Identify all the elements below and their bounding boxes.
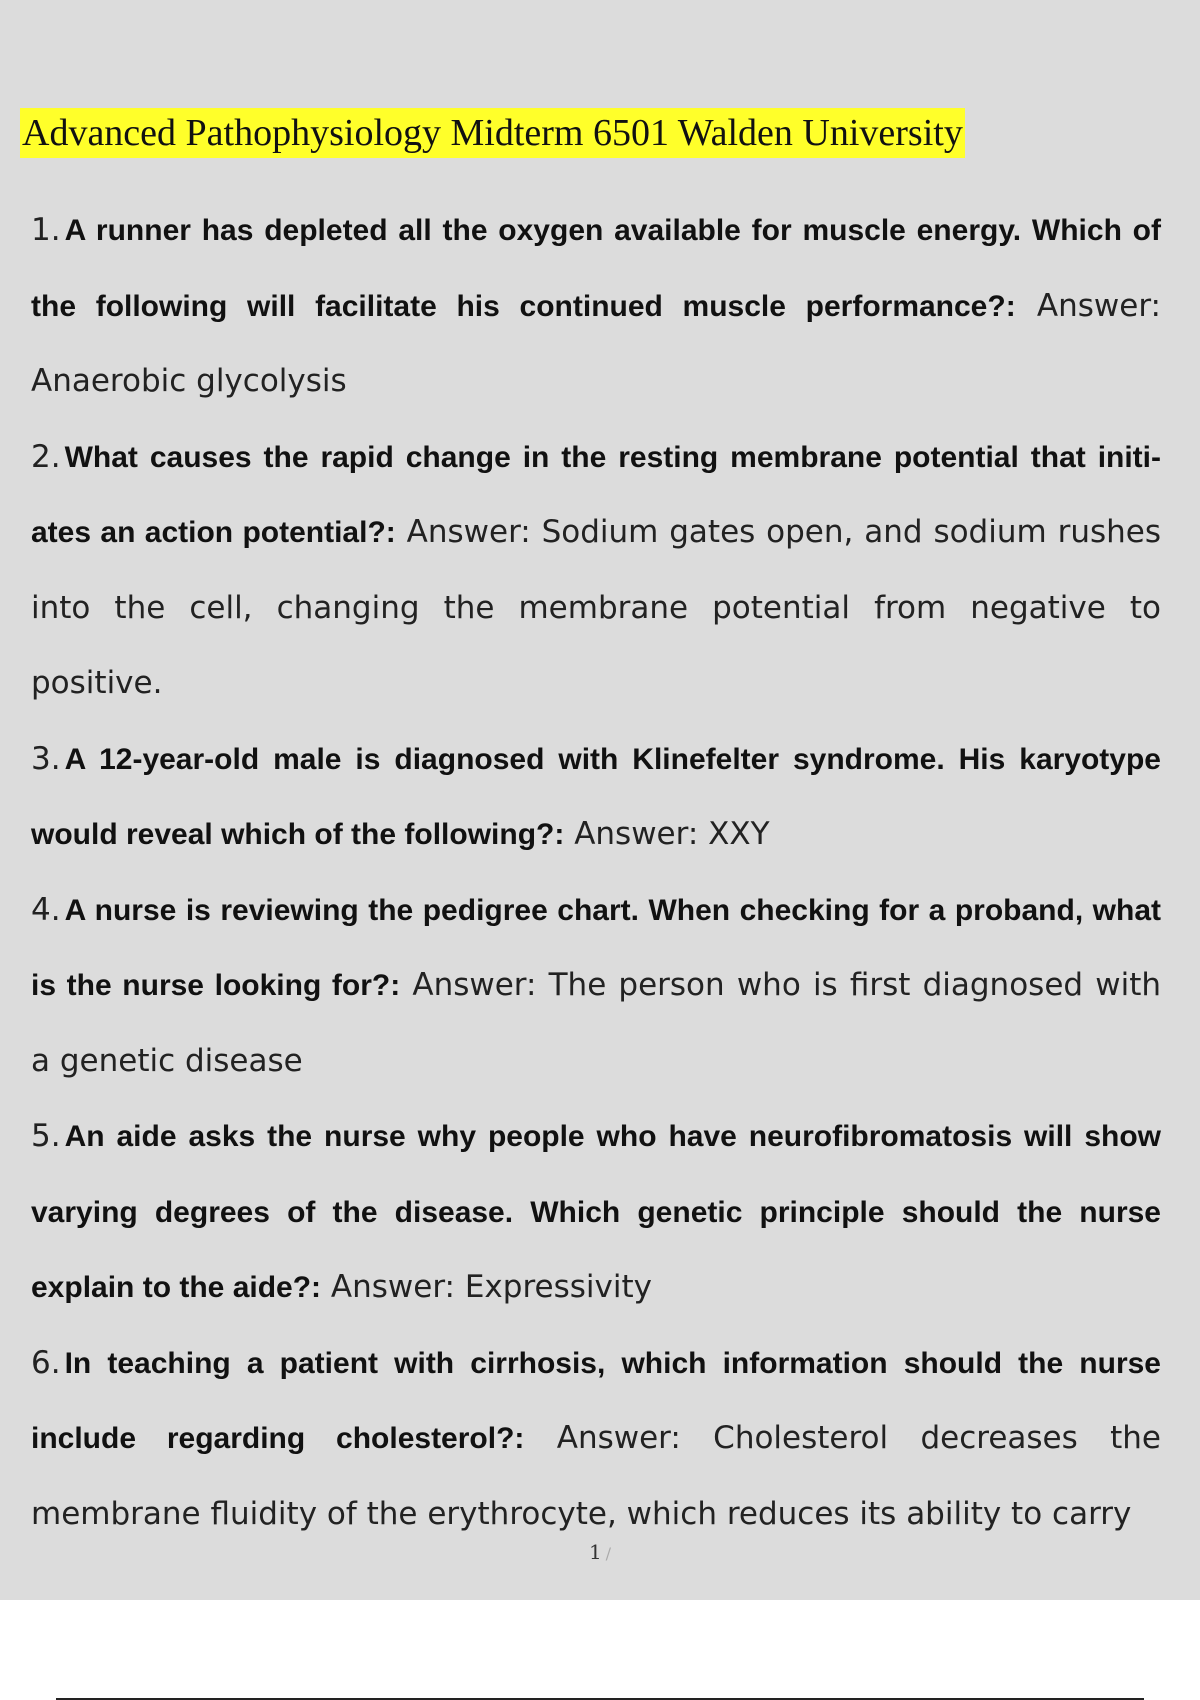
page-number xyxy=(0,1540,1200,1564)
question-text: A runner has depleted all the oxygen available for muscle energy. Which of the following will facilitate his continued muscle performance?: xyxy=(31,214,1161,323)
item-number: 3. xyxy=(31,740,61,777)
answer-text: Answer: Expressivity xyxy=(330,1269,652,1305)
answer-text: Answer: Anaerobic glycolysis xyxy=(31,287,1161,399)
item-number: 1. xyxy=(31,212,61,248)
question-text: An aide asks the nurse why people who have neurofibromatosis will show varying degrees of the disease. Which genetic principle should the nurse explain to the aide?: xyxy=(31,1120,1161,1304)
page-number-separator: / xyxy=(605,1544,612,1563)
question-list xyxy=(31,193,1161,1552)
answer-text: Answer: Cholesterol decreases the membrane fluidity of the erythrocyte, which reduces its ability to carry xyxy=(31,1420,1162,1532)
item-number: 4. xyxy=(31,891,61,928)
question-text: A 12-year-old male is diagnosed with Klinefelter syndrome. His karyotype would reveal which of the following?: xyxy=(31,742,1161,851)
answer-text: Answer: XXY xyxy=(574,816,770,852)
item-number: 6. xyxy=(31,1344,61,1381)
document-title: Advanced Pathophysiology Midterm 6501 Walden University xyxy=(20,108,965,158)
list-item xyxy=(31,420,1161,722)
question-text: A nurse is reviewing the pedigree chart. When checking for a proband, what is the nurse looking for?: xyxy=(31,893,1161,1002)
list-item xyxy=(31,1099,1161,1326)
answer-text: Answer: Sodium gates open, and sodium rushes into the cell, changing the membrane potential from negative to positive. xyxy=(31,514,1161,701)
list-item xyxy=(31,873,1161,1100)
list-item xyxy=(31,1326,1161,1553)
answer-text: Answer: The person who is first diagnosed with a genetic disease xyxy=(31,967,1161,1079)
question-text: In teaching a patient with cirrhosis, which information should the nurse include regarding cholesterol?: xyxy=(31,1346,1161,1455)
list-item xyxy=(31,722,1161,873)
item-number: 2. xyxy=(31,438,61,475)
item-number: 5. xyxy=(31,1118,61,1154)
question-text: What causes the rapid change in the resting membrane potential that initi- ates an action potential?: xyxy=(31,440,1161,549)
list-item xyxy=(31,193,1161,420)
page-number-value: 1 xyxy=(588,1540,602,1564)
